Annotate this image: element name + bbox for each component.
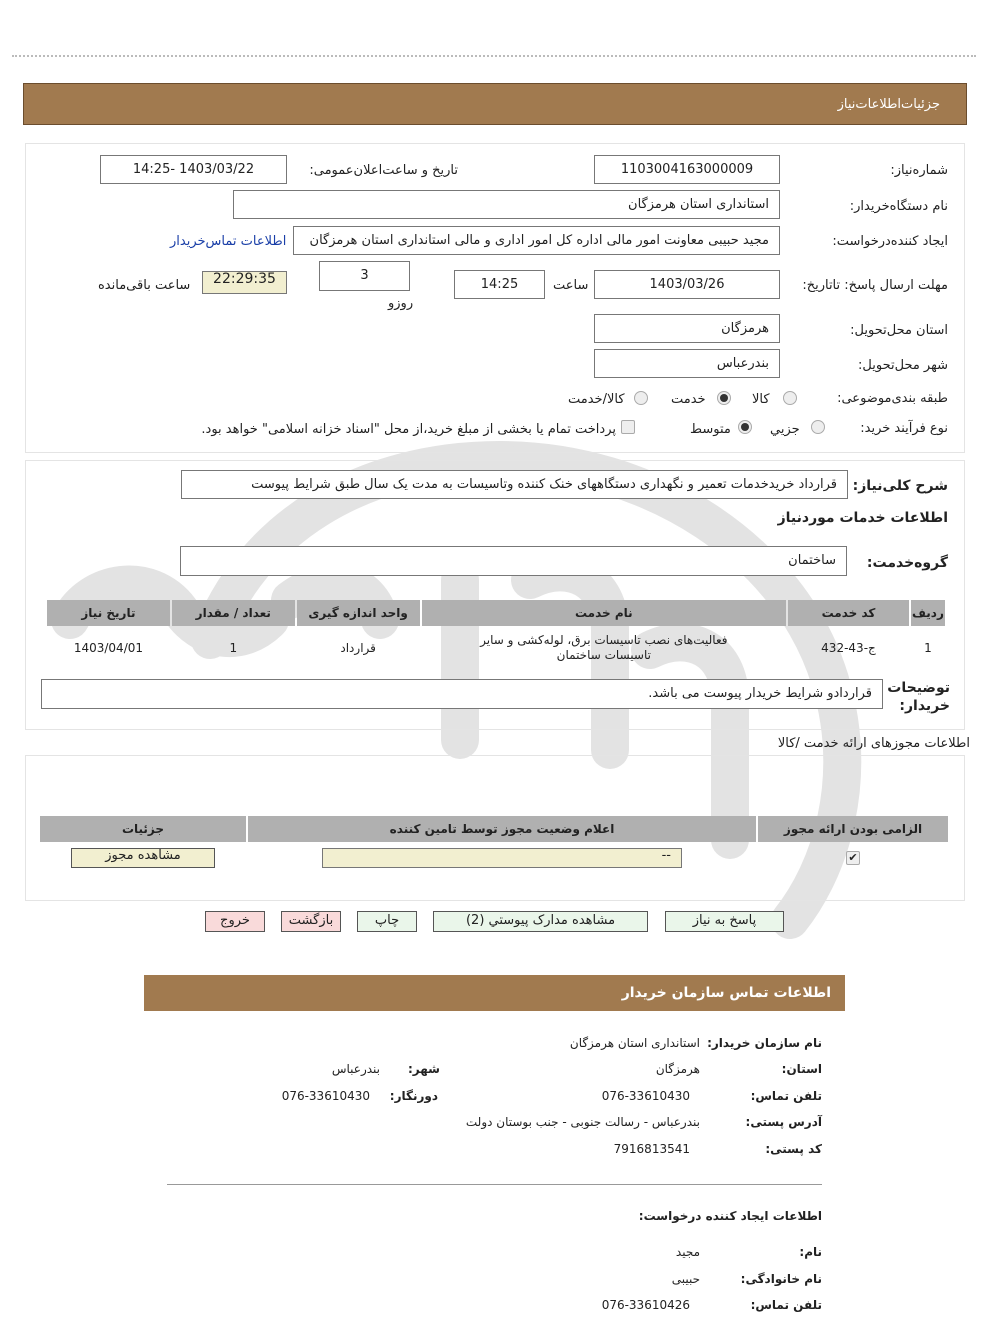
buyer-org-label: نام دستگاه‌خریدار: xyxy=(849,199,948,214)
creator-name-label: نام: xyxy=(799,1245,822,1259)
contact-divider xyxy=(167,1184,822,1185)
services-title: اطلاعات خدمات مورد‌نیاز xyxy=(777,510,948,526)
permits-title: اطلاعات مجوزهای ارائه خدمت /کالا xyxy=(777,736,970,751)
contact-title-bar xyxy=(144,975,845,1011)
contact-fax: 076-33610430 xyxy=(281,1089,370,1103)
creator-phone-label: تلفن تماس: xyxy=(750,1298,822,1312)
col-code: کد خدمت xyxy=(788,600,909,626)
creator-field: مجید حبیبی معاونت امور مالی اداره کل امور اداری و مالی استانداری استان هرمزگان xyxy=(293,226,780,255)
services-table xyxy=(45,598,947,670)
contact-title: اطلاعات تماس سازمان خریدار xyxy=(621,985,831,1001)
buyer-contact-link[interactable]: اطلاعات تماس‌خریدار xyxy=(170,234,287,249)
deadline-time-label: ساعت xyxy=(553,278,589,293)
row-date: 1403/04/01 xyxy=(73,641,144,655)
treasury-payment-note: پرداخت تمام یا بخشی از مبلغ خرید،از محل "اسناد خزانه اسلامی" خواهد بود. xyxy=(201,422,616,437)
days-label: روزو xyxy=(388,296,414,311)
contact-address-label: آدرس پستی: xyxy=(745,1115,822,1129)
back-button[interactable]: بازگشت xyxy=(281,911,341,932)
announce-date-label: تاریخ و ساعت‌اعلان‌عمومی: xyxy=(309,163,458,178)
creator-family-label: نام خانوادگی: xyxy=(740,1272,822,1286)
creator-label: ایجاد کننده‌درخواست: xyxy=(832,234,948,249)
remaining-time-field: 22:29:35 xyxy=(202,271,287,294)
creator-family: حبیبی xyxy=(671,1272,700,1286)
row-code: ج-43-432 xyxy=(821,641,876,655)
city-label: شهر محل‌تحویل: xyxy=(858,358,948,373)
process-label: نوع فرآیند خرید: xyxy=(860,421,948,436)
service-group-field: ساختمان xyxy=(180,546,847,576)
need-number-field: 1103004163000009 xyxy=(594,155,780,184)
contact-postal: 7916813541 xyxy=(613,1142,690,1156)
permit-status-field: -- xyxy=(322,848,682,868)
permit-required-checkbox[interactable]: ✔ xyxy=(846,851,860,865)
buyer-org-field: استانداری استان هرمزگان xyxy=(233,190,780,219)
process-medium-radio[interactable] xyxy=(738,420,752,434)
process-medium-label: متوسط xyxy=(690,422,731,437)
row-unit: قرارداد xyxy=(340,641,376,655)
contact-postal-label: کد پستی: xyxy=(765,1142,822,1156)
view-permit-button[interactable]: مشاهده مجوز xyxy=(71,848,215,868)
category-label: طبقه بندی‌موضوعی: xyxy=(837,391,948,406)
deadline-label: مهلت ارسال پاسخ: تاتاریخ: xyxy=(802,278,948,293)
contact-province: هرمزگان xyxy=(655,1062,700,1076)
treasury-payment-checkbox[interactable] xyxy=(621,420,635,434)
col-details: جزئیات xyxy=(40,816,246,842)
contact-org-label: نام سازمان خریدار: xyxy=(707,1036,822,1050)
row-qty: 1 xyxy=(229,641,238,655)
reply-button[interactable]: پاسخ به نیاز xyxy=(665,911,784,932)
province-field: هرمزگان xyxy=(594,314,780,343)
contact-city: بندرعباس xyxy=(331,1062,380,1076)
category-service-label: خدمت xyxy=(671,392,706,407)
deadline-time-field: 14:25 xyxy=(454,270,545,299)
buyer-notes-label: توضیحات خریدار: xyxy=(887,680,950,714)
category-goods-radio[interactable] xyxy=(783,391,797,405)
table-row xyxy=(47,628,945,668)
contact-fax-label: دورنگار: xyxy=(389,1089,438,1103)
creator-info-title: اطلاعات ایجاد کننده درخواست: xyxy=(638,1209,822,1223)
col-row: ردیف xyxy=(911,600,945,626)
creator-name: مجید xyxy=(675,1245,700,1259)
contact-province-label: استان: xyxy=(781,1062,822,1076)
exit-button[interactable]: خروج xyxy=(205,911,265,932)
row-index: 1 xyxy=(924,641,932,655)
attachments-button[interactable]: مشاهده مدارک پیوستي (2) xyxy=(433,911,648,932)
province-label: استان محل‌تحویل: xyxy=(850,323,948,338)
need-number-label: شماره‌نیاز: xyxy=(890,163,948,178)
remaining-time-label: ساعت باقی‌مانده xyxy=(98,278,191,293)
summary-field: قرارداد خریدخدمات تعمیر و نگهداری دستگاههای خنک کننده وتاسیسات به مدت یک سال طبق شرایط پیوست xyxy=(181,470,848,499)
col-unit: واحد اندازه گیری xyxy=(297,600,420,626)
category-service-radio[interactable] xyxy=(717,391,731,405)
contact-org: استانداری استان هرمزگان xyxy=(569,1036,700,1050)
contact-phone: 076-33610430 xyxy=(601,1089,690,1103)
page-title-bar xyxy=(23,83,967,125)
announce-date-field: 1403/03/22 -14:25 xyxy=(100,155,287,184)
buyer-notes-field: قراردادو شرایط خریدار پیوست می باشد. xyxy=(41,679,883,709)
top-divider xyxy=(12,55,976,57)
permits-table xyxy=(38,814,950,874)
service-group-label: گروه‌خدمت: xyxy=(866,555,948,571)
col-required: الزامی بودن ارائه مجوز xyxy=(758,816,948,842)
category-goods-service-radio[interactable] xyxy=(634,391,648,405)
deadline-date-field: 1403/03/26 xyxy=(594,270,780,299)
category-goods-label: کالا xyxy=(752,392,770,407)
col-status: اعلام وضعیت مجوز توسط تامین کننده xyxy=(248,816,756,842)
remaining-days-field: 3 xyxy=(319,261,410,291)
creator-phone: 076-33610426 xyxy=(601,1298,690,1312)
page-title: جزئیات‌اطلاعات‌نیاز xyxy=(837,97,940,112)
category-goods-service-label: کالا/خدمت xyxy=(568,392,625,407)
table-row xyxy=(40,844,948,872)
col-date: تاریخ نیاز xyxy=(47,600,170,626)
city-field: بندرعباس xyxy=(594,349,780,378)
summary-label: شرح کلی‌نیاز: xyxy=(852,478,948,494)
print-button[interactable]: چاپ xyxy=(357,911,417,932)
contact-phone-label: تلفن تماس: xyxy=(750,1089,822,1103)
col-name: نام خدمت xyxy=(422,600,787,626)
process-minor-label: جزیي xyxy=(770,422,800,437)
contact-address: بندرعباس - رسالت جنوبی - جنب بوستان دولت xyxy=(465,1115,700,1129)
process-minor-radio[interactable] xyxy=(811,420,825,434)
row-name: فعالیت‌های نصب تاسیسات برق، لوله‌کشی و سایر تاسیسات ساختمان xyxy=(480,633,728,662)
contact-city-label: شهر: xyxy=(408,1062,440,1076)
col-qty: تعداد / مقدار xyxy=(172,600,295,626)
